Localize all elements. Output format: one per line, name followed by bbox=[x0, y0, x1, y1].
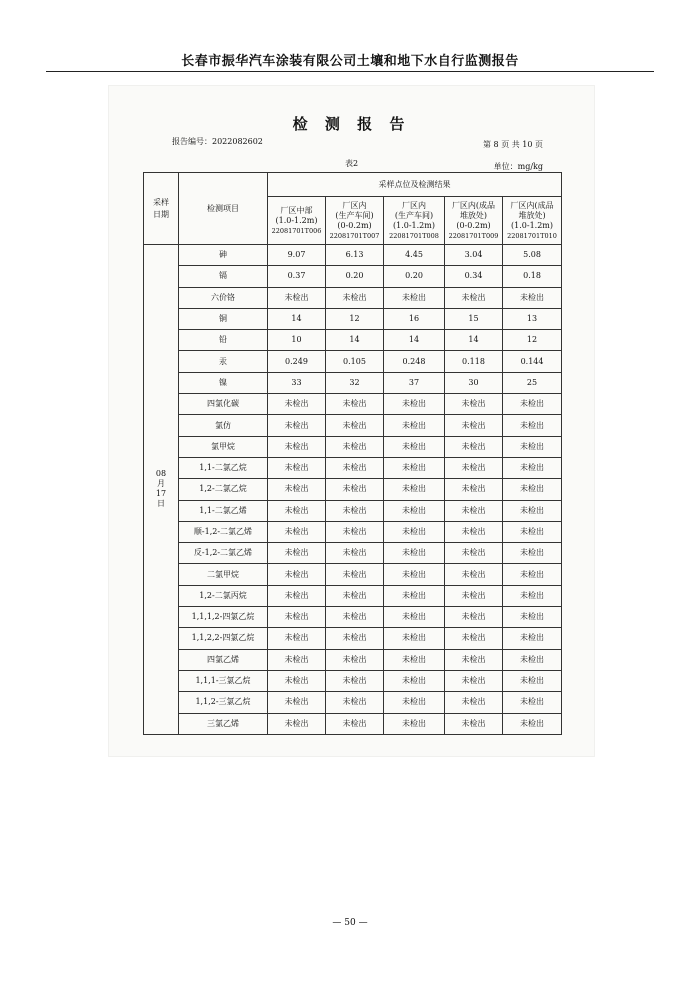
result-cell: 0.118 bbox=[445, 351, 503, 372]
point-name: 厂区内 (生产车间) (1.0-1.2m) bbox=[393, 200, 435, 230]
result-cell: 未检出 bbox=[503, 713, 562, 734]
result-cell: 未检出 bbox=[326, 415, 384, 436]
header-point bbox=[326, 197, 384, 245]
result-cell: 未检出 bbox=[503, 394, 562, 415]
point-name: 厂区内(成品 堆放处) (0-0.2m) bbox=[451, 200, 496, 230]
result-cell: 0.248 bbox=[384, 351, 445, 372]
test-item: 1,1,2,2-四氯乙烷 bbox=[179, 628, 268, 649]
test-item: 三氯乙烯 bbox=[179, 713, 268, 734]
result-cell: 未检出 bbox=[268, 692, 326, 713]
result-cell: 未检出 bbox=[384, 457, 445, 478]
result-cell: 未检出 bbox=[445, 564, 503, 585]
table-row bbox=[144, 266, 562, 287]
test-item: 1,1,1,2-四氯乙烷 bbox=[179, 607, 268, 628]
result-cell: 15 bbox=[445, 308, 503, 329]
result-cell: 未检出 bbox=[445, 521, 503, 542]
result-cell: 未检出 bbox=[326, 287, 384, 308]
result-cell: 未检出 bbox=[326, 670, 384, 691]
test-item: 氯甲烷 bbox=[179, 436, 268, 457]
result-cell: 未检出 bbox=[384, 394, 445, 415]
point-code: 22081701T007 bbox=[329, 231, 380, 240]
test-item: 镉 bbox=[179, 266, 268, 287]
header-rule bbox=[46, 71, 654, 72]
result-cell: 未检出 bbox=[503, 692, 562, 713]
point-code: 22081701T008 bbox=[389, 231, 439, 240]
result-cell: 未检出 bbox=[268, 521, 326, 542]
result-cell: 未检出 bbox=[326, 692, 384, 713]
table-row bbox=[144, 607, 562, 628]
table-row bbox=[144, 500, 562, 521]
result-cell: 未检出 bbox=[384, 713, 445, 734]
result-cell: 未检出 bbox=[503, 500, 562, 521]
test-item: 二氯甲烷 bbox=[179, 564, 268, 585]
page-number: — 50 — bbox=[332, 918, 368, 928]
result-cell: 未检出 bbox=[445, 457, 503, 478]
result-cell: 未检出 bbox=[326, 436, 384, 457]
result-cell: 10 bbox=[268, 330, 326, 351]
result-cell: 9.07 bbox=[268, 245, 326, 266]
result-cell: 0.18 bbox=[503, 266, 562, 287]
test-item: 铅 bbox=[179, 330, 268, 351]
result-cell: 未检出 bbox=[503, 287, 562, 308]
result-cell: 未检出 bbox=[445, 287, 503, 308]
table-row bbox=[144, 628, 562, 649]
result-cell: 未检出 bbox=[326, 394, 384, 415]
result-cell: 14 bbox=[384, 330, 445, 351]
result-cell: 未检出 bbox=[503, 628, 562, 649]
result-cell: 30 bbox=[445, 372, 503, 393]
result-cell: 未检出 bbox=[384, 415, 445, 436]
result-cell: 未检出 bbox=[268, 713, 326, 734]
result-cell: 未检出 bbox=[384, 543, 445, 564]
result-cell: 未检出 bbox=[268, 457, 326, 478]
result-cell: 未检出 bbox=[384, 670, 445, 691]
result-cell: 未检出 bbox=[445, 692, 503, 713]
result-cell: 未检出 bbox=[384, 436, 445, 457]
result-cell: 未检出 bbox=[445, 543, 503, 564]
result-cell: 3.04 bbox=[445, 245, 503, 266]
test-item: 六价铬 bbox=[179, 287, 268, 308]
result-cell: 14 bbox=[445, 330, 503, 351]
result-cell: 未检出 bbox=[503, 564, 562, 585]
result-cell: 0.37 bbox=[268, 266, 326, 287]
result-cell: 未检出 bbox=[503, 436, 562, 457]
report-number: 报告编号：2022082602 bbox=[172, 137, 263, 146]
table-row bbox=[144, 287, 562, 308]
header-point bbox=[503, 197, 562, 245]
header-sample-date: 采样 日期 bbox=[144, 173, 179, 245]
result-cell: 未检出 bbox=[326, 564, 384, 585]
document-header: 长春市振华汽车涂装有限公司土壤和地下水自行监测报告 bbox=[181, 54, 519, 69]
table-row bbox=[144, 245, 562, 266]
result-cell: 未检出 bbox=[503, 585, 562, 606]
result-cell: 未检出 bbox=[503, 649, 562, 670]
point-code: 22081701T010 bbox=[507, 231, 557, 240]
result-cell: 13 bbox=[503, 308, 562, 329]
results-table bbox=[143, 172, 562, 735]
result-cell: 未检出 bbox=[326, 649, 384, 670]
result-cell: 未检出 bbox=[503, 457, 562, 478]
result-cell: 未检出 bbox=[268, 607, 326, 628]
result-cell: 未检出 bbox=[503, 521, 562, 542]
result-cell: 未检出 bbox=[326, 521, 384, 542]
page-info: 第 8 页 共 10 页 bbox=[483, 140, 543, 149]
result-cell: 未检出 bbox=[384, 585, 445, 606]
result-cell: 未检出 bbox=[503, 670, 562, 691]
result-cell: 未检出 bbox=[445, 500, 503, 521]
result-cell: 未检出 bbox=[445, 607, 503, 628]
sample-date: 08 月 17 日 bbox=[144, 245, 179, 735]
table-row bbox=[144, 457, 562, 478]
result-cell: 未检出 bbox=[268, 543, 326, 564]
table-row bbox=[144, 308, 562, 329]
header-points-group: 采样点位及检测结果 bbox=[268, 173, 562, 197]
point-name: 厂区内(成品 堆放处) (1.0-1.2m) bbox=[510, 200, 554, 230]
result-cell: 0.144 bbox=[503, 351, 562, 372]
result-cell: 0.249 bbox=[268, 351, 326, 372]
result-cell: 未检出 bbox=[445, 479, 503, 500]
result-cell: 未检出 bbox=[326, 479, 384, 500]
table-caption: 表2 bbox=[344, 159, 359, 168]
result-cell: 未检出 bbox=[445, 713, 503, 734]
result-cell: 未检出 bbox=[384, 564, 445, 585]
result-cell: 未检出 bbox=[384, 521, 445, 542]
unit-label: 单位：mg/kg bbox=[493, 162, 543, 171]
test-item: 1,1,2-三氯乙烷 bbox=[179, 692, 268, 713]
result-cell: 6.13 bbox=[326, 245, 384, 266]
test-item: 镍 bbox=[179, 372, 268, 393]
header-test-item: 检测项目 bbox=[179, 173, 268, 245]
result-cell: 0.20 bbox=[384, 266, 445, 287]
result-cell: 未检出 bbox=[268, 628, 326, 649]
result-cell: 未检出 bbox=[326, 543, 384, 564]
result-cell: 未检出 bbox=[268, 436, 326, 457]
scanned-report-page bbox=[108, 85, 595, 757]
point-name: 厂区内 (生产车间) (0-0.2m) bbox=[335, 200, 374, 230]
result-cell: 未检出 bbox=[326, 500, 384, 521]
result-cell: 未检出 bbox=[445, 628, 503, 649]
table-row bbox=[144, 713, 562, 734]
table-row bbox=[144, 415, 562, 436]
test-item: 1,2-二氯乙烷 bbox=[179, 479, 268, 500]
test-item: 四氯化碳 bbox=[179, 394, 268, 415]
test-item: 铜 bbox=[179, 308, 268, 329]
result-cell: 未检出 bbox=[326, 457, 384, 478]
result-cell: 未检出 bbox=[384, 287, 445, 308]
result-cell: 未检出 bbox=[384, 692, 445, 713]
result-cell: 12 bbox=[326, 308, 384, 329]
test-item: 汞 bbox=[179, 351, 268, 372]
result-cell: 未检出 bbox=[268, 479, 326, 500]
result-cell: 未检出 bbox=[503, 479, 562, 500]
result-cell: 16 bbox=[384, 308, 445, 329]
table-row bbox=[144, 351, 562, 372]
result-cell: 未检出 bbox=[268, 670, 326, 691]
result-cell: 未检出 bbox=[445, 585, 503, 606]
report-title: 检 测 报 告 bbox=[292, 115, 411, 133]
result-cell: 未检出 bbox=[445, 649, 503, 670]
result-cell: 37 bbox=[384, 372, 445, 393]
header-point bbox=[268, 197, 326, 245]
table-row bbox=[144, 543, 562, 564]
result-cell: 未检出 bbox=[445, 415, 503, 436]
result-cell: 未检出 bbox=[503, 415, 562, 436]
result-cell: 未检出 bbox=[445, 436, 503, 457]
table-row bbox=[144, 670, 562, 691]
result-cell: 4.45 bbox=[384, 245, 445, 266]
result-cell: 未检出 bbox=[268, 649, 326, 670]
result-cell: 未检出 bbox=[503, 607, 562, 628]
result-cell: 未检出 bbox=[384, 500, 445, 521]
result-cell: 未检出 bbox=[326, 713, 384, 734]
test-item: 砷 bbox=[179, 245, 268, 266]
result-cell: 32 bbox=[326, 372, 384, 393]
result-cell: 12 bbox=[503, 330, 562, 351]
result-cell: 未检出 bbox=[268, 585, 326, 606]
table-row bbox=[144, 479, 562, 500]
result-cell: 未检出 bbox=[503, 543, 562, 564]
result-cell: 未检出 bbox=[268, 564, 326, 585]
test-item: 反-1,2-二氯乙烯 bbox=[179, 543, 268, 564]
result-cell: 未检出 bbox=[326, 585, 384, 606]
result-cell: 未检出 bbox=[268, 500, 326, 521]
result-cell: 0.34 bbox=[445, 266, 503, 287]
table-row bbox=[144, 521, 562, 542]
table-row bbox=[144, 394, 562, 415]
result-cell: 未检出 bbox=[268, 394, 326, 415]
result-cell: 未检出 bbox=[445, 394, 503, 415]
result-cell: 14 bbox=[326, 330, 384, 351]
result-cell: 未检出 bbox=[384, 479, 445, 500]
point-code: 22081701T006 bbox=[271, 226, 322, 235]
test-item: 1,1,1-三氯乙烷 bbox=[179, 670, 268, 691]
result-cell: 未检出 bbox=[326, 607, 384, 628]
result-cell: 5.08 bbox=[503, 245, 562, 266]
table-row bbox=[144, 436, 562, 457]
result-cell: 未检出 bbox=[445, 670, 503, 691]
result-cell: 未检出 bbox=[268, 415, 326, 436]
result-cell: 25 bbox=[503, 372, 562, 393]
point-code: 22081701T009 bbox=[448, 231, 499, 240]
table-row bbox=[144, 585, 562, 606]
test-item: 四氯乙烯 bbox=[179, 649, 268, 670]
test-item: 1,2-二氯丙烷 bbox=[179, 585, 268, 606]
test-item: 1,1-二氯乙烷 bbox=[179, 457, 268, 478]
header-point bbox=[384, 197, 445, 245]
result-cell: 33 bbox=[268, 372, 326, 393]
result-cell: 0.20 bbox=[326, 266, 384, 287]
table-row bbox=[144, 564, 562, 585]
result-cell: 未检出 bbox=[384, 628, 445, 649]
test-item: 1,1-二氯乙烯 bbox=[179, 500, 268, 521]
result-cell: 14 bbox=[268, 308, 326, 329]
table-row bbox=[144, 692, 562, 713]
table-row bbox=[144, 372, 562, 393]
result-cell: 未检出 bbox=[326, 628, 384, 649]
result-cell: 未检出 bbox=[384, 607, 445, 628]
table-row bbox=[144, 330, 562, 351]
header-point bbox=[445, 197, 503, 245]
result-cell: 未检出 bbox=[384, 649, 445, 670]
table-row bbox=[144, 649, 562, 670]
test-item: 氯仿 bbox=[179, 415, 268, 436]
result-cell: 0.105 bbox=[326, 351, 384, 372]
result-cell: 未检出 bbox=[268, 287, 326, 308]
test-item: 顺-1,2-二氯乙烯 bbox=[179, 521, 268, 542]
point-name: 厂区中部 (1.0-1.2m) bbox=[275, 205, 318, 225]
